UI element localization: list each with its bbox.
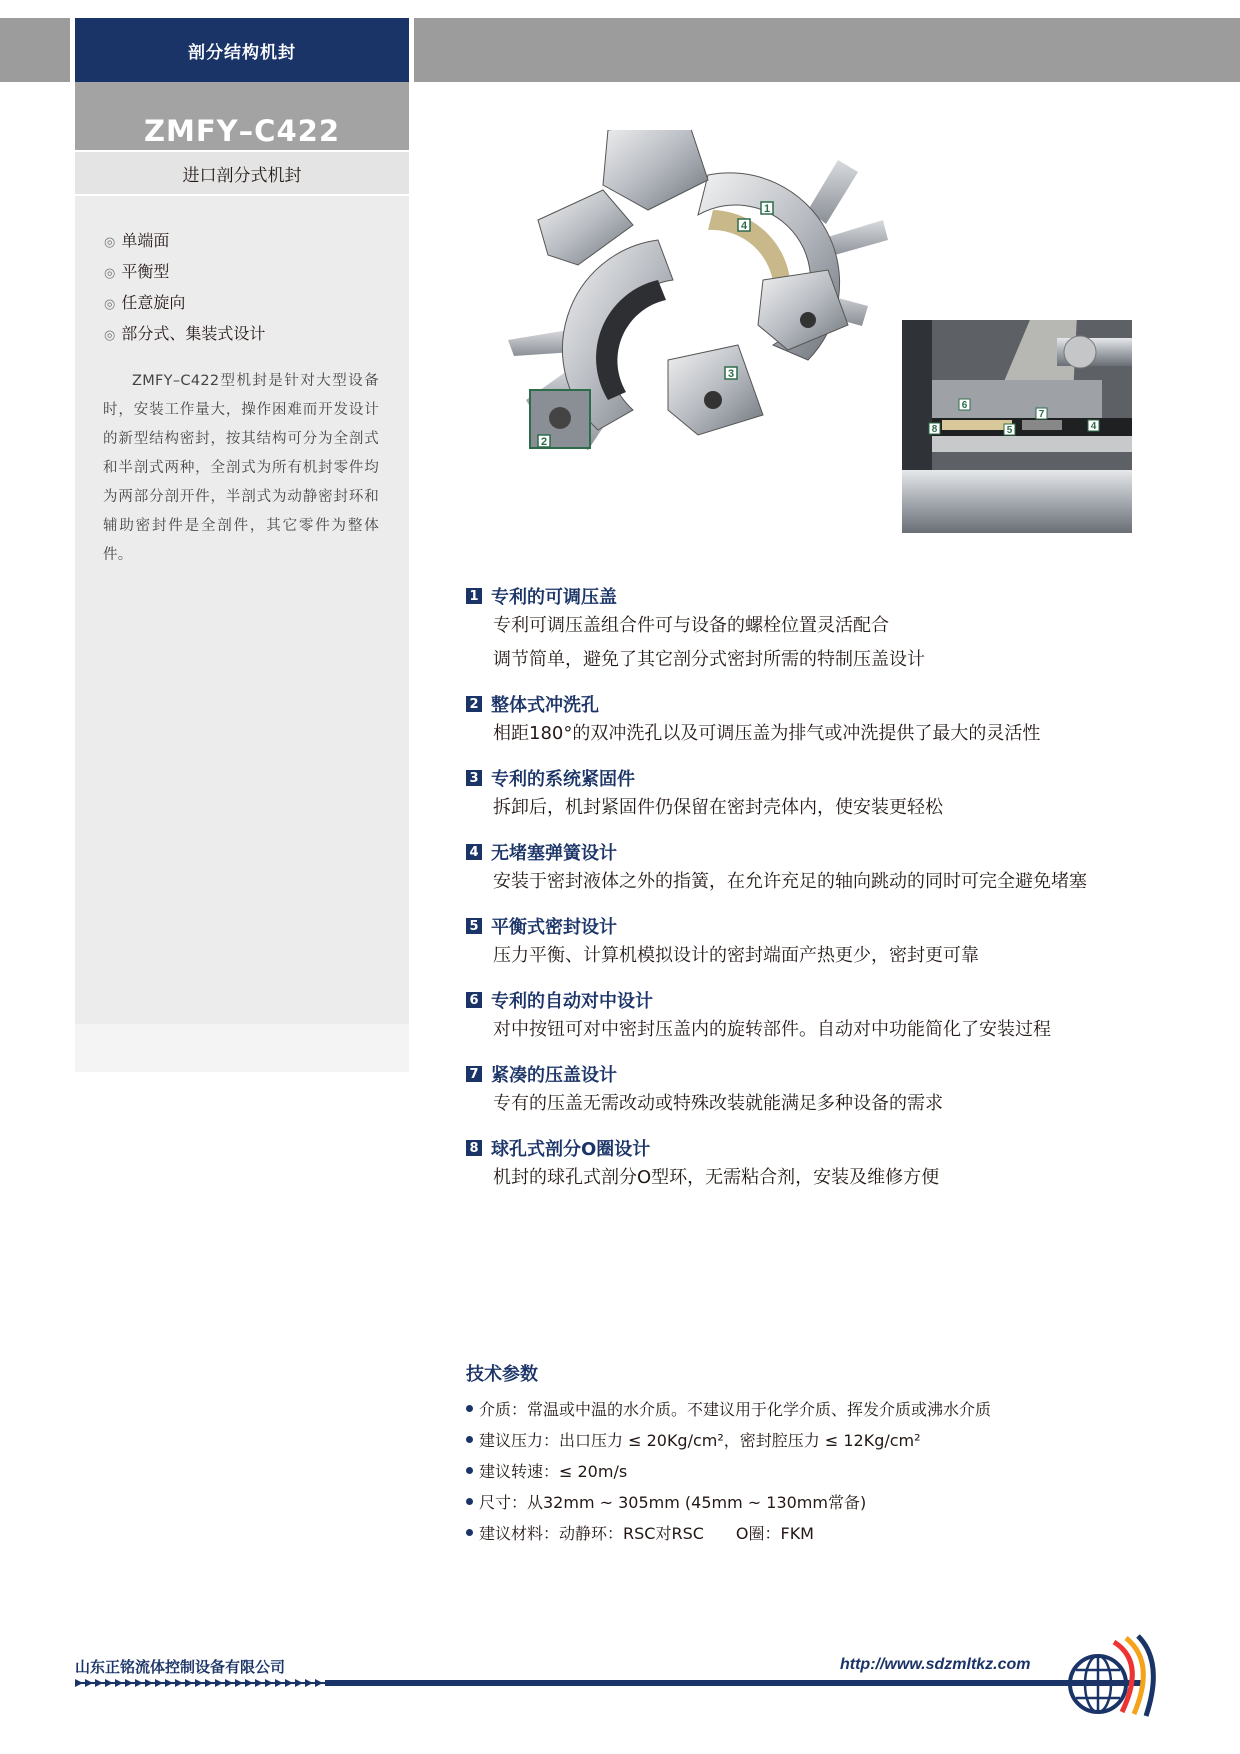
side-panel-footer [75,1024,409,1072]
feature-detail-text: 相距180°的双冲洗孔以及可调压盖为排气或冲洗提供了最大的灵活性 [493,723,1041,744]
feature-detail-text: 专有的压盖无需改动或特殊改装就能满足多种设备的需求 [493,1093,943,1114]
tech-param: 建议材料：动静环：RSC对RSC O圈：FKM [466,1518,1186,1549]
bullet-icon [466,1405,473,1412]
product-model: ZMFY–C422 [75,82,409,150]
feature-item: ◎ 部分式、集装式设计 [104,324,266,343]
svg-text:3: 3 [727,368,735,380]
svg-text:5: 5 [1006,425,1013,436]
number-badge: 8 [466,1140,482,1156]
svg-text:7: 7 [1038,409,1045,420]
cross-section-image [902,320,1132,533]
number-badge: 3 [466,770,482,786]
feature-detail-4 [466,839,1186,899]
bullet-icon [466,1529,473,1536]
feature-detail-7 [466,1061,1186,1121]
number-badge: 1 [466,588,482,604]
product-subtitle: 进口剖分式机封 [75,152,409,194]
bullet-icon [466,1498,473,1505]
company-logo-icon [1056,1632,1160,1718]
number-badge: 6 [466,992,482,1008]
bullet-icon [466,1436,473,1443]
feature-detail-text: 拆卸后，机封紧固件仍保留在密封壳体内，使安装更轻松 [493,797,943,818]
tech-params-title: 技术参数 [466,1364,538,1385]
feature-details [466,583,1186,1209]
feature-detail-text: 机封的球孔式剖分O型环，无需粘合剂，安装及维修方便 [493,1167,940,1188]
tech-params [466,1360,1186,1549]
feature-detail-text: 安装于密封液体之外的指簧，在允许充足的轴向跳动的同时可完全避免堵塞 [493,871,1087,892]
svg-text:8: 8 [931,424,938,435]
feature-detail-6 [466,987,1186,1047]
circle-bullet-icon: ◎ [104,235,116,250]
feature-detail-text: 专利可调压盖组合件可与设备的螺栓位置灵活配合 [493,615,889,636]
feature-item: ◎ 任意旋向 [104,293,186,312]
number-badge: 4 [466,844,482,860]
circle-bullet-icon: ◎ [104,266,116,281]
feature-detail-title: 球孔式剖分O圈设计 [491,1139,651,1160]
tech-param: 建议压力：出口压力 ≤ 20Kg/cm²，密封腔压力 ≤ 12Kg/cm² [466,1425,1186,1456]
svg-text:4: 4 [740,220,748,232]
tech-param: 尺寸：从32mm ~ 305mm (45mm ~ 130mm常备) [466,1487,1186,1518]
feature-detail-8 [466,1135,1186,1195]
footer-rule [75,1676,1145,1690]
circle-bullet-icon: ◎ [104,328,116,343]
feature-detail-title: 专利的自动对中设计 [491,991,653,1012]
bullet-icon [466,1467,473,1474]
feature-detail-title: 专利的可调压盖 [491,587,617,608]
feature-detail-text: 调节简单，避免了其它剖分式密封所需的特制压盖设计 [493,649,925,670]
svg-text:4: 4 [1090,421,1097,432]
company-name: 山东正铭流体控制设备有限公司 [75,1658,286,1676]
feature-detail-5 [466,913,1186,973]
header-bar-right [414,18,1240,82]
feature-detail-3 [466,765,1186,825]
feature-detail-title: 平衡式密封设计 [491,917,617,938]
exploded-seal-image [508,130,888,500]
feature-detail-2 [466,691,1186,751]
product-description: ZMFY–C422型机封是针对大型设备时，安装工作量大，操作困难而开发设计的新型结构密封，按其结构可分为全剖式和半剖式两种，全剖式为所有机封零件均为两部分剖开件，半剖式为动静密封环和辅助密封件是全剖件，其它零件为整体件。 [103,373,379,563]
number-badge: 7 [466,1066,482,1082]
svg-text:6: 6 [961,400,968,411]
website-link[interactable]: http://www.sdzmltkz.com [840,1656,1031,1673]
number-badge: 2 [466,696,482,712]
svg-text:2: 2 [540,436,548,448]
tech-param: 介质：常温或中温的水介质。不建议用于化学介质、挥发介质或沸水介质 [466,1394,1186,1425]
feature-detail-text: 对中按钮可对中密封压盖内的旋转部件。自动对中功能简化了安装过程 [493,1019,1051,1040]
feature-detail-1 [466,583,1186,677]
svg-text:1: 1 [763,203,771,215]
tech-param: 建议转速：≤ 20m/s [466,1456,1186,1487]
feature-item: ◎ 平衡型 [104,262,170,281]
feature-detail-title: 无堵塞弹簧设计 [491,843,617,864]
category-tab: 剖分结构机封 [75,18,409,82]
feature-detail-title: 整体式冲洗孔 [491,695,599,716]
header-bar-left [0,18,70,82]
feature-detail-title: 专利的系统紧固件 [491,769,635,790]
number-badge: 5 [466,918,482,934]
feature-list [104,226,265,350]
circle-bullet-icon: ◎ [104,297,116,312]
feature-detail-title: 紧凑的压盖设计 [491,1065,617,1086]
feature-detail-text: 压力平衡、计算机模拟设计的密封端面产热更少，密封更可靠 [493,945,979,966]
feature-item: ◎ 单端面 [104,231,170,250]
